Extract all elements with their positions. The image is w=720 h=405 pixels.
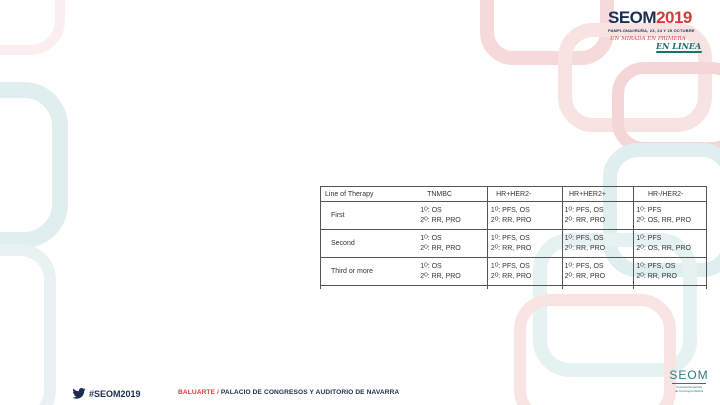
brand-underline [656, 51, 702, 53]
primary-endpoint: 1ᴼ: PFS, OS [490, 234, 530, 242]
table-row [321, 258, 707, 286]
seom-logo-tagline-2: de Oncología Médica [674, 389, 704, 393]
table-row [321, 230, 707, 258]
table-cell [624, 230, 707, 258]
secondary-endpoint: 2ᴼ: RR, PRO [420, 272, 461, 280]
table-cell [624, 258, 707, 286]
secondary-endpoint: 2ᴼ: OS, RR, PRO [636, 216, 691, 224]
primary-endpoint: 1ᴼ: PFS [636, 234, 662, 242]
secondary-endpoint: 2ᴼ: RR, PRO [564, 272, 606, 280]
seom2019-brand-logo [608, 9, 710, 53]
secondary-endpoint: 2ᴼ: RR, PRO [564, 244, 606, 252]
twitter-bird-icon [72, 388, 86, 399]
therapy-endpoints-table [321, 186, 707, 286]
secondary-endpoint: 2ᴼ: RR, PRO [420, 216, 461, 224]
brand-title [608, 9, 710, 27]
primary-endpoint: 1ᴼ: PFS [636, 206, 662, 214]
seom-logo-tagline-1: Sociedad Española [676, 385, 702, 389]
row-label: First [321, 202, 402, 230]
primary-endpoint: 1ᴼ: OS [420, 234, 442, 242]
venue-description: PALACIO DE CONGRESOS Y AUDITORIO DE NAVARRA [220, 389, 400, 396]
table-cell [402, 230, 477, 258]
secondary-endpoint: 2ᴼ: RR, PRO [420, 244, 461, 252]
table-cell [624, 202, 707, 230]
row-label: Third or more [321, 258, 402, 286]
primary-endpoint: 1ᴼ: PFS, OS [636, 262, 676, 270]
table-row [321, 202, 707, 230]
primary-endpoint: 1ᴼ: OS [420, 206, 442, 214]
seom-logo-rule [672, 383, 706, 384]
brand-handwritten-line2: EN LINEA [656, 41, 702, 51]
secondary-endpoint: 2ᴼ: RR, PRO [564, 216, 606, 224]
table-column-divider [562, 186, 563, 289]
table-cell [402, 202, 477, 230]
primary-endpoint: 1ᴼ: PFS, OS [564, 206, 604, 214]
primary-endpoint: 1ᴼ: PFS, OS [564, 262, 604, 270]
primary-endpoint: 1ᴼ: PFS, OS [564, 234, 604, 242]
brand-handwritten-line1: UN MIRADA EN PRIMERA [610, 36, 686, 42]
secondary-endpoint: 2ᴼ: RR, PRO [636, 272, 677, 280]
table-header-row [321, 187, 707, 202]
seom-society-logo [664, 369, 714, 393]
secondary-endpoint: 2ᴼ: RR, PRO [490, 272, 532, 280]
table-right-border [706, 186, 707, 289]
secondary-endpoint: 2ᴼ: OS, RR, PRO [636, 244, 691, 252]
primary-endpoint: 1ᴼ: PFS, OS [490, 262, 530, 270]
primary-endpoint: 1ᴼ: PFS, OS [490, 206, 530, 214]
primary-endpoint: 1ᴼ: OS [420, 262, 442, 270]
seom-logo-word: SEOM [669, 368, 709, 382]
column-header-line-of-therapy: Line of Therapy [321, 187, 402, 202]
column-header-hr-neg-her2-neg: HR-/HER2- [624, 187, 707, 202]
table-column-divider [487, 186, 488, 289]
hashtag-text: #SEOM2019 [89, 388, 141, 399]
venue-separator: / [215, 389, 221, 396]
footer-hashtag[interactable] [72, 388, 141, 399]
table-left-border [320, 186, 321, 289]
table-column-divider [633, 186, 634, 289]
brand-location: PAMPLONA/IRUÑA, 23, 24 Y 25 OCTUBRE [608, 28, 695, 33]
column-header-tnmbc: TNMBC [402, 187, 477, 202]
brand-title-year: 2019 [656, 8, 692, 27]
secondary-endpoint: 2ᴼ: RR, PRO [490, 216, 532, 224]
venue-name: BALUARTE [178, 389, 216, 396]
brand-title-main: SEOM [608, 8, 657, 27]
secondary-endpoint: 2ᴼ: RR, PRO [490, 244, 532, 252]
footer-venue [178, 389, 399, 396]
column-header-hr-pos-her2-neg: HR+HER2- [477, 187, 551, 202]
column-header-hr-pos-her2-pos: HR+HER2+ [551, 187, 625, 202]
row-label: Second [321, 230, 402, 258]
table-cell [402, 258, 477, 286]
